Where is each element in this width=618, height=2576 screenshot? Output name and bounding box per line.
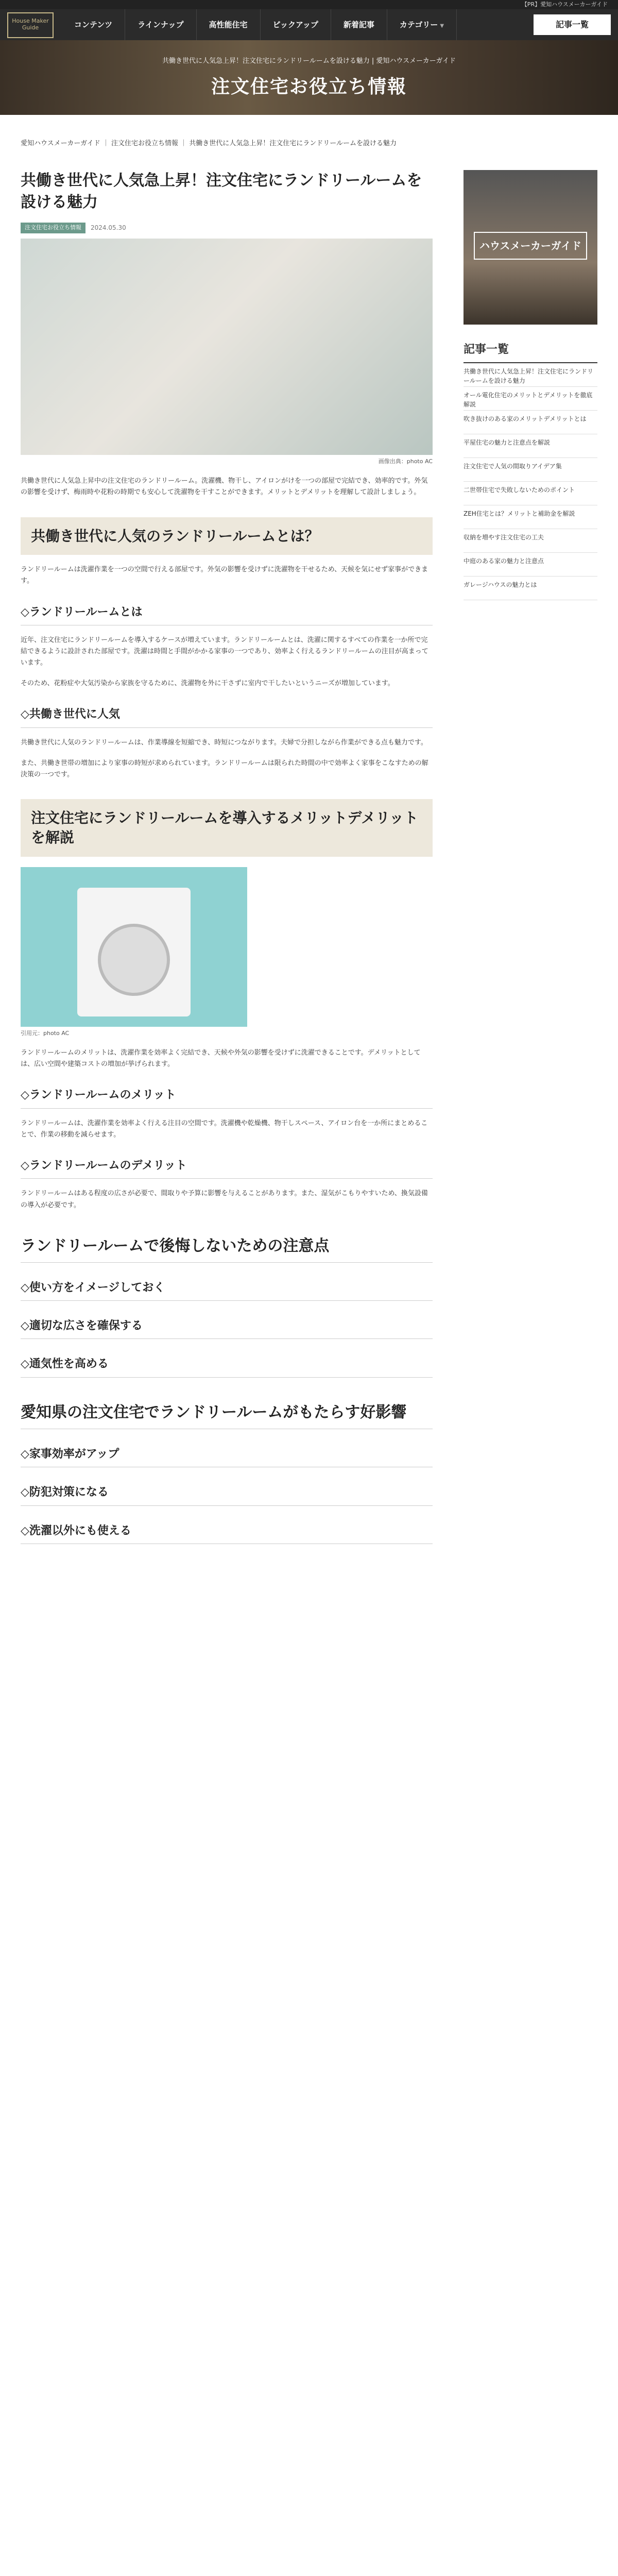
hero-image [21, 239, 433, 455]
hero-banner [0, 40, 618, 115]
sidebar-article-link[interactable]: 平屋住宅の魅力と注意点を解説 [464, 434, 597, 458]
nav-item-performance[interactable]: 高性能住宅 [197, 9, 261, 40]
sidebar-banner[interactable] [464, 170, 597, 325]
subsection-heading: ◇共働き世代に人気 [21, 705, 433, 727]
subsection-heading: ◇ランドリールームのデメリット [21, 1156, 433, 1179]
sidebar-article-link[interactable]: 共働き世代に人気急上昇！注文住宅にランドリールームを設ける魅力 [464, 363, 597, 387]
sidebar-article-link[interactable]: ガレージハウスの魅力とは [464, 577, 597, 600]
paragraph: そのため、花粉症や大気汚染から家族を守るために、洗濯物を外に干さずに室内で干したいというニーズが増加しています。 [21, 680, 394, 688]
washer-drum [98, 924, 170, 996]
section-heading: 注文住宅にランドリールームを導入するメリットデメリットを解説 [21, 799, 433, 857]
paragraph: ランドリールームのメリットは、洗濯作業を効率よく完結でき、天候や外気の影響を受けずに洗濯できることです。デメリットとしては、広い空間や建築コストの増加が挙げられます。 [21, 1049, 421, 1069]
subsection-heading: ◇適切な広さを確保する [21, 1316, 433, 1339]
article-meta [21, 223, 433, 233]
subsection-heading: ◇通気性を高める [21, 1354, 433, 1377]
subsection-heading: ◇ランドリールームとは [21, 603, 433, 625]
nav-item-new[interactable]: 新着記事 [331, 9, 387, 40]
nav-item-pickup[interactable]: ピックアップ [261, 9, 331, 40]
sidebar-banner-label: ハウスメーカーガイド [474, 232, 587, 260]
category-badge[interactable]: 注文住宅お役立ち情報 [21, 223, 85, 233]
sidebar-article-link[interactable]: 収納を増やす注文住宅の工夫 [464, 529, 597, 553]
top-bar: 【PR】愛知ハウスメーカーガイド [0, 0, 618, 9]
breadcrumb-home[interactable]: 愛知ハウスメーカーガイド [21, 140, 100, 147]
section-heading: 共働き世代に人気のランドリールームとは？ [21, 517, 433, 555]
subsection-heading: ◇ランドリールームのメリット [21, 1086, 433, 1108]
main-nav [62, 9, 457, 40]
nav-item-category[interactable]: カテゴリー ▼ [387, 9, 457, 40]
site-logo[interactable]: House Maker Guide [7, 12, 54, 38]
paragraph: また、共働き世帯の増加により家事の時短が求められています。ランドリールームは限られた時間の中で効率よく家事をこなすための解決策の一つです。 [21, 759, 428, 778]
washer-illustration [21, 867, 247, 1027]
image-caption: 引用元：photo AC [21, 1029, 70, 1037]
image-caption: 画像出典：photo AC [378, 457, 433, 465]
sidebar-article-link[interactable]: オール電化住宅のメリットとデメリットを徹底解説 [464, 387, 597, 411]
paragraph: 共働き世代に人気のランドリールームは、作業導線を短縮でき、時短につながります。夫婦で分担しながら作業ができる点も魅力です。 [21, 738, 427, 747]
sidebar [464, 170, 597, 600]
breadcrumb: 愛知ハウスメーカーガイド ｜ 注文住宅お役立ち情報 ｜ 共働き世代に人気急上昇！注文住宅にランドリールームを設ける魅力 [21, 140, 397, 147]
hero-title: 注文住宅お役立ち情報 [211, 76, 407, 97]
chevron-down-icon: ▼ [440, 23, 444, 29]
section-heading: 愛知県の注文住宅でランドリールームがもたらす好影響 [21, 1396, 433, 1429]
nav-item-contents[interactable]: コンテンツ [62, 9, 125, 40]
sidebar-article-link[interactable]: 二世帯住宅で失敗しないためのポイント [464, 482, 597, 505]
sidebar-title: 記事一覧 [464, 340, 597, 363]
sidebar-article-link[interactable]: 注文住宅で人気の間取りアイデア集 [464, 458, 597, 482]
nav-item-lineup[interactable]: ラインナップ [125, 9, 196, 40]
paragraph: 近年、注文住宅にランドリールームを導入するケースが増えています。ランドリールームとは、洗濯に関するすべての作業を一か所で完結できるように設計された部屋です。洗濯は時間と手間がかかる家事の一つであり、効率よく行えるランドリールームの注目が高まっています。 [21, 636, 428, 667]
subsection-heading: ◇家事効率がアップ [21, 1445, 433, 1467]
subsection-heading: ◇洗濯以外にも使える [21, 1521, 433, 1544]
article [21, 170, 433, 1544]
sidebar-article-link[interactable]: 吹き抜けのある家のメリットデメリットとは [464, 411, 597, 434]
breadcrumb-current: 共働き世代に人気急上昇！注文住宅にランドリールームを設ける魅力 [189, 140, 397, 147]
breadcrumb-category[interactable]: 注文住宅お役立ち情報 [111, 140, 178, 147]
hero-tagline: 共働き世代に人気急上昇！注文住宅にランドリールームを設ける魅力 | 愛知ハウスメーカーガイド [162, 57, 456, 65]
section-heading: ランドリールームで後悔しないための注意点 [21, 1230, 433, 1263]
article-date: 2024.05.30 [91, 224, 126, 232]
article-list-button[interactable]: 記事一覧 [534, 14, 611, 35]
article-title: 共働き世代に人気急上昇！注文住宅にランドリールームを設ける魅力 [21, 172, 422, 211]
site-header [0, 9, 618, 40]
paragraph: ランドリールームは、洗濯作業を効率よく行える注目の空間です。洗濯機や乾燥機、物干しスペース、アイロン台を一か所にまとめることで、作業の移動を減らせます。 [21, 1119, 428, 1139]
washing-machine-icon [77, 888, 191, 1016]
paragraph: ランドリールームはある程度の広さが必要で、間取りや予算に影響を与えることがあります。また、湿気がこもりやすいため、換気設備の導入が必要です。 [21, 1190, 428, 1209]
sidebar-article-link[interactable]: 中庭のある家の魅力と注意点 [464, 553, 597, 577]
subsection-heading: ◇防犯対策になる [21, 1483, 433, 1505]
intro-paragraph: 共働き世代に人気急上昇中の注文住宅のランドリールーム。洗濯機、物干し、アイロンがけを一つの部屋で完結でき、効率的です。外気の影響を受けず、梅雨時や花粉の時期でも安心して洗濯物を干すことができます。メリットとデメリットを理解して設計しましょう。 [21, 477, 428, 497]
subsection-heading: ◇使い方をイメージしておく [21, 1278, 433, 1301]
paragraph: ランドリールームは洗濯作業を一つの空間で行える部屋です。外気の影響を受けずに洗濯物を干せるため、天候を気にせず家事ができます。 [21, 566, 428, 585]
sidebar-article-link[interactable]: ZEH住宅とは？メリットと補助金を解説 [464, 505, 597, 529]
